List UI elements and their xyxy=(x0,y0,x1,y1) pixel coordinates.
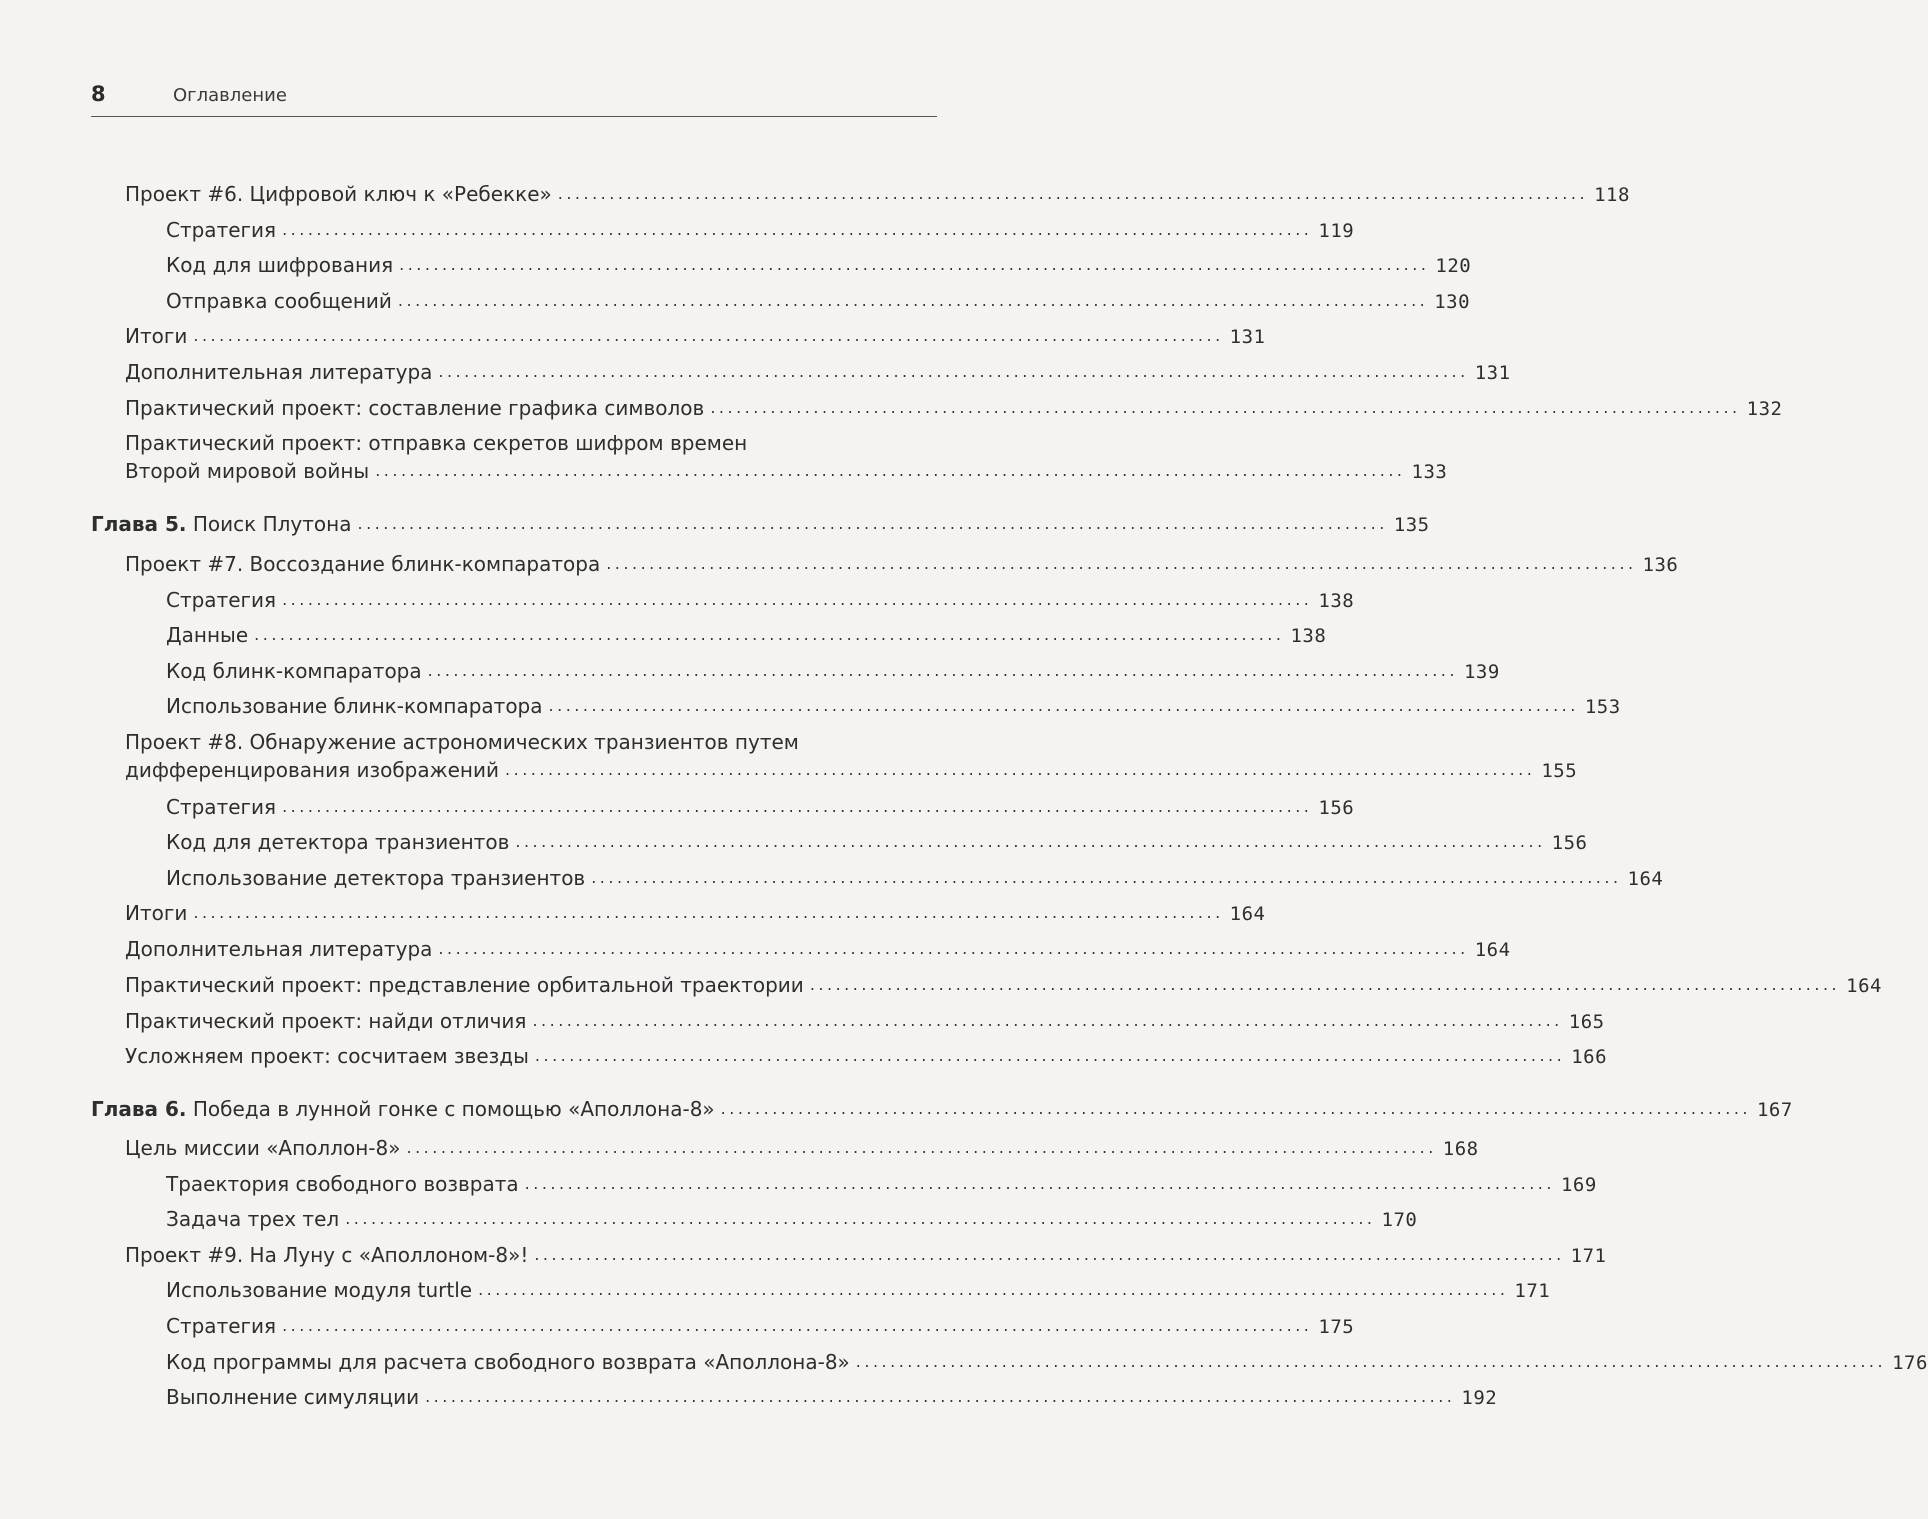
toc-entry-text: Итоги xyxy=(125,324,188,348)
toc-entry-text: Задача трех тел xyxy=(166,1207,340,1231)
toc-page-number: 164 xyxy=(1846,975,1882,997)
toc-section-entry[interactable] xyxy=(125,358,1511,388)
toc-entry-text: Проект #6. Цифровой ключ к «Ребекке» xyxy=(125,182,552,206)
toc-entry-title xyxy=(125,756,499,784)
toc-page-number: 118 xyxy=(1594,184,1630,206)
toc-entry-title xyxy=(125,457,369,485)
toc-entry-text: Второй мировой войны xyxy=(125,459,370,483)
toc-entry-title xyxy=(166,216,276,244)
toc-section-entry[interactable] xyxy=(125,1042,1608,1072)
toc-entry-title xyxy=(91,1095,715,1123)
dot-leader: ........................................................................................................................ xyxy=(548,696,1579,715)
toc-entry-title xyxy=(125,1007,526,1035)
toc-page-number: 131 xyxy=(1229,326,1266,348)
toc-page-number: 156 xyxy=(1551,832,1588,854)
toc-entry-text: Выполнение симуляции xyxy=(166,1385,420,1409)
toc-section-entry[interactable] xyxy=(125,429,1448,487)
toc-section-entry[interactable] xyxy=(125,1241,1607,1271)
toc-entry-title xyxy=(125,1134,400,1162)
dot-leader: ........................................................................................................................ xyxy=(710,398,1741,417)
toc-section-entry[interactable] xyxy=(125,971,1882,1001)
page-number: 8 xyxy=(91,82,106,106)
dot-leader: ........................................................................................................................ xyxy=(254,625,1285,644)
toc-entry-text: Код программы для расчета свободного возврата «Аполлона-8» xyxy=(166,1350,850,1374)
toc-page-number: 175 xyxy=(1318,1316,1355,1338)
section-title: Оглавление xyxy=(173,85,287,106)
dot-leader: ........................................................................................................................ xyxy=(855,1352,1887,1371)
toc-page-number: 176 xyxy=(1892,1352,1928,1374)
toc-subsection-entry[interactable] xyxy=(166,216,1355,246)
toc-page-number: 119 xyxy=(1318,220,1355,242)
toc-entry-title xyxy=(166,1348,850,1376)
toc-entry-title xyxy=(166,1205,339,1233)
dot-leader: ........................................................................................................................ xyxy=(524,1174,1555,1193)
toc-page-number: 138 xyxy=(1290,625,1327,647)
toc-entry-title xyxy=(125,394,704,422)
toc-subsection-entry[interactable] xyxy=(166,1170,1597,1200)
toc-page-number: 167 xyxy=(1756,1099,1793,1121)
toc-page-number: 130 xyxy=(1434,291,1471,313)
toc-entry-title xyxy=(166,251,393,279)
toc-subsection-entry[interactable] xyxy=(166,1348,1928,1378)
dot-leader: ........................................................................................................................ xyxy=(427,661,1458,680)
toc-subsection-entry[interactable] xyxy=(166,793,1355,823)
toc-entry-text: Проект #7. Воссоздание блинк-компаратора xyxy=(125,552,601,576)
toc-section-entry[interactable] xyxy=(125,1007,1605,1037)
toc-entry-title xyxy=(166,586,276,614)
toc-page-number: 192 xyxy=(1461,1387,1498,1409)
toc-subsection-entry[interactable] xyxy=(166,1276,1551,1306)
toc-entry-text: Дополнительная литература xyxy=(125,360,433,384)
toc-page-number: 135 xyxy=(1393,514,1430,536)
toc-entry-title xyxy=(125,1241,528,1269)
toc-entry-title xyxy=(125,935,432,963)
dot-leader: ........................................................................................................................ xyxy=(606,554,1637,573)
toc-entry-text: Стратегия xyxy=(166,1314,277,1338)
toc-subsection-entry[interactable] xyxy=(166,692,1621,722)
toc-entry-text: Отправка сообщений xyxy=(166,289,392,313)
toc-entry-title xyxy=(166,287,392,315)
toc-page-number: 168 xyxy=(1442,1138,1479,1160)
toc-entry-text: Стратегия xyxy=(166,795,277,819)
toc-entry-title-line: Проект #8. Обнаружение астрономических транзиентов путем xyxy=(125,730,799,754)
dot-leader: ........................................................................................................................ xyxy=(720,1099,1751,1118)
toc-entry-title xyxy=(125,358,432,386)
toc-entry-text: Дополнительная литература xyxy=(125,937,433,961)
toc-entry-text: Код для шифрования xyxy=(166,253,394,277)
toc-entry-text: Проект #9. На Луну с «Аполлоном-8»! xyxy=(125,1243,529,1267)
toc-subsection-entry[interactable] xyxy=(166,1205,1418,1235)
toc-subsection-entry[interactable] xyxy=(166,586,1355,616)
dot-leader: ........................................................................................................................ xyxy=(282,220,1313,239)
toc-page-number: 171 xyxy=(1514,1280,1551,1302)
toc-entry-title xyxy=(125,322,187,350)
toc-page-number: 171 xyxy=(1570,1245,1607,1267)
toc-chapter-entry[interactable] xyxy=(91,1095,1793,1125)
toc-page-number: 133 xyxy=(1411,461,1448,483)
toc-section-entry[interactable] xyxy=(125,728,1578,786)
dot-leader: ........................................................................................................................ xyxy=(282,797,1313,816)
dot-leader: ........................................................................................................................ xyxy=(557,184,1589,203)
toc-entry-title xyxy=(166,793,276,821)
dot-leader: ........................................................................................................................ xyxy=(438,362,1469,381)
chapter-number: Глава 5. xyxy=(91,512,187,536)
toc-entry-text: дифференцирования изображений xyxy=(125,758,500,782)
dot-leader: ........................................................................................................................ xyxy=(515,832,1546,851)
dot-leader: ........................................................................................................................ xyxy=(193,903,1224,922)
dot-leader: ........................................................................................................................ xyxy=(438,939,1469,958)
toc-chapter-entry[interactable] xyxy=(91,510,1430,540)
toc-page-number: 170 xyxy=(1381,1209,1418,1231)
toc-entry-title xyxy=(125,1042,529,1070)
toc-page-number: 138 xyxy=(1318,590,1355,612)
dot-leader: ........................................................................................................................ xyxy=(193,326,1224,345)
toc-page-number: 131 xyxy=(1474,362,1511,384)
toc-entry-text: Код для детектора транзиентов xyxy=(166,830,510,854)
toc-entry-text: Практический проект: найди отличия xyxy=(125,1009,527,1033)
dot-leader: ........................................................................................................................ xyxy=(282,590,1313,609)
toc-entry-title xyxy=(166,864,585,892)
toc-entry-title xyxy=(125,550,600,578)
running-head xyxy=(91,82,937,117)
toc-entry-text: Использование модуля turtle xyxy=(166,1278,473,1302)
toc-page-number: 164 xyxy=(1474,939,1511,961)
dot-leader: ........................................................................................................................ xyxy=(534,1245,1565,1264)
toc-entry-text: Усложняем проект: сосчитаем звезды xyxy=(125,1044,529,1068)
toc-entry-text: Использование блинк-компаратора xyxy=(166,694,543,718)
chapter-number: Глава 6. xyxy=(91,1097,187,1121)
toc-page-number: 139 xyxy=(1463,661,1500,683)
toc-subsection-entry[interactable] xyxy=(166,828,1588,858)
toc-entry-title xyxy=(166,828,509,856)
toc-entry-title xyxy=(166,1170,519,1198)
toc-entry-text: Стратегия xyxy=(166,218,277,242)
toc-page-number: 164 xyxy=(1627,868,1664,890)
toc-entry-text: Траектория свободного возврата xyxy=(166,1172,519,1196)
toc-page-number: 136 xyxy=(1642,554,1679,576)
toc-entry-title xyxy=(91,510,351,538)
toc-entry-title-line: Практический проект: отправка секретов шифром времен xyxy=(125,431,748,455)
toc-entry-text: Цель миссии «Аполлон-8» xyxy=(125,1136,401,1160)
dot-leader: ........................................................................................................................ xyxy=(357,514,1388,533)
toc-entry-text: Данные xyxy=(166,623,249,647)
toc-page-number: 120 xyxy=(1435,255,1472,277)
toc-entry-title xyxy=(166,1276,472,1304)
toc-entry-text: Итоги xyxy=(125,901,188,925)
toc-page-number: 132 xyxy=(1746,398,1783,420)
toc-entry-title xyxy=(125,971,804,999)
dot-leader: ........................................................................................................................ xyxy=(534,1046,1566,1065)
toc-subsection-entry[interactable] xyxy=(166,1312,1355,1342)
toc-page-number: 155 xyxy=(1541,760,1578,782)
toc-page-number: 165 xyxy=(1568,1011,1605,1033)
toc-entry-title xyxy=(166,692,543,720)
toc-subsection-entry[interactable] xyxy=(166,251,1472,281)
toc-entry-title xyxy=(125,899,187,927)
toc-section-entry[interactable] xyxy=(125,394,1783,424)
toc-page-number: 156 xyxy=(1318,797,1355,819)
toc-section-entry[interactable] xyxy=(125,550,1679,580)
toc-entry-title xyxy=(166,1312,276,1340)
toc-entry-text: Код блинк-компаратора xyxy=(166,659,422,683)
dot-leader: ........................................................................................................................ xyxy=(809,975,1841,994)
dot-leader: ........................................................................................................................ xyxy=(375,461,1406,480)
toc-entry-text: Практический проект: представление орбитальной траектории xyxy=(125,973,804,997)
toc-entry-text: Использование детектора транзиентов xyxy=(166,866,586,890)
dot-leader: ........................................................................................................................ xyxy=(397,291,1429,310)
dot-leader: ........................................................................................................................ xyxy=(478,1280,1509,1299)
toc-page-number: 169 xyxy=(1560,1174,1597,1196)
toc-subsection-entry[interactable] xyxy=(166,287,1471,317)
toc-entry-text: Стратегия xyxy=(166,588,277,612)
dot-leader: ........................................................................................................................ xyxy=(591,868,1622,887)
toc-page-number: 166 xyxy=(1571,1046,1608,1068)
toc-entry-text: Практический проект: составление графика символов xyxy=(125,396,705,420)
toc-subsection-entry[interactable] xyxy=(166,864,1664,894)
toc-entry-title xyxy=(125,180,552,208)
toc-subsection-entry[interactable] xyxy=(166,657,1500,687)
toc-section-entry[interactable] xyxy=(125,322,1266,352)
dot-leader: ........................................................................................................................ xyxy=(399,255,1430,274)
toc-section-entry[interactable] xyxy=(125,180,1630,210)
toc-entry-text: Победа в лунной гонке с помощью «Аполлона-8» xyxy=(186,1097,715,1121)
dot-leader: ........................................................................................................................ xyxy=(406,1138,1437,1157)
toc-entry-title xyxy=(166,1383,419,1411)
dot-leader: ........................................................................................................................ xyxy=(282,1316,1313,1335)
toc-subsection-entry[interactable] xyxy=(166,1383,1498,1413)
toc-entry-text: Поиск Плутона xyxy=(186,512,352,536)
toc-section-entry[interactable] xyxy=(125,899,1266,929)
toc-page-number: 164 xyxy=(1229,903,1266,925)
dot-leader: ........................................................................................................................ xyxy=(532,1011,1563,1030)
dot-leader: ........................................................................................................................ xyxy=(505,760,1536,779)
dot-leader: ........................................................................................................................ xyxy=(345,1209,1376,1228)
toc-entry-title xyxy=(166,621,248,649)
dot-leader: ........................................................................................................................ xyxy=(425,1387,1456,1406)
toc-page-number: 153 xyxy=(1584,696,1621,718)
toc-section-entry[interactable] xyxy=(125,1134,1479,1164)
toc-subsection-entry[interactable] xyxy=(166,621,1327,651)
toc-section-entry[interactable] xyxy=(125,935,1511,965)
toc-entry-title xyxy=(166,657,422,685)
